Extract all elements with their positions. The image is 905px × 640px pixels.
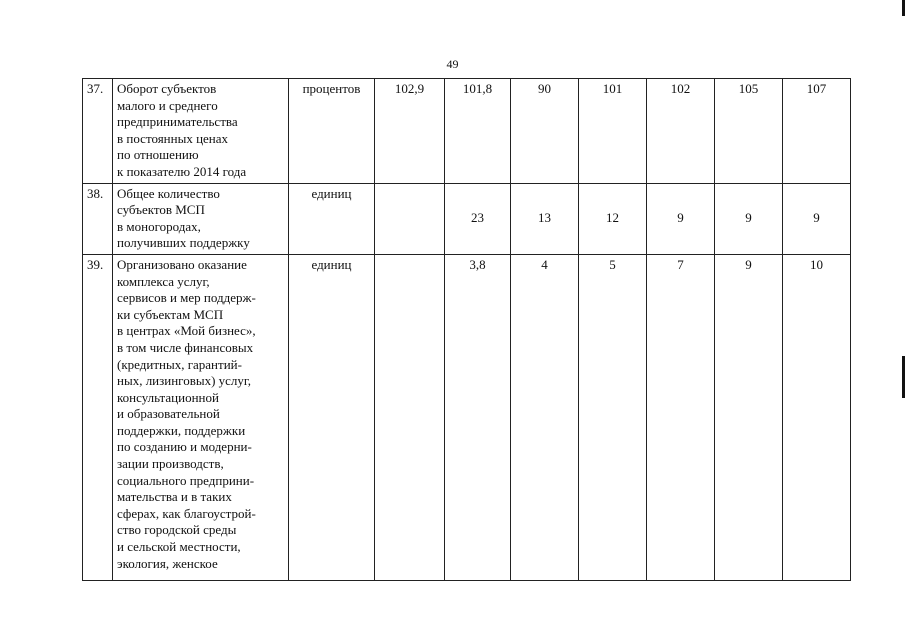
value-cell: 4 xyxy=(511,254,579,580)
row-number: 37. xyxy=(83,79,113,184)
value-cell: 107 xyxy=(783,79,851,184)
row-number: 38. xyxy=(83,183,113,254)
value-cell: 7 xyxy=(647,254,715,580)
value-cell: 90 xyxy=(511,79,579,184)
indicators-table xyxy=(82,78,851,581)
value-cell: 102 xyxy=(647,79,715,184)
unit-cell: единиц xyxy=(289,183,375,254)
value-cell: 9 xyxy=(715,254,783,580)
value-cell: 9 xyxy=(783,183,851,254)
value-cell: 3,8 xyxy=(445,254,511,580)
table-row xyxy=(83,254,851,580)
row-number: 39. xyxy=(83,254,113,580)
value-cell: 12 xyxy=(579,183,647,254)
value-cell: 102,9 xyxy=(375,79,445,184)
value-cell: 105 xyxy=(715,79,783,184)
unit-cell: процентов xyxy=(289,79,375,184)
value-cell: 5 xyxy=(579,254,647,580)
indicator-name: Организовано оказание комплекса услуг, сервисов и мер поддерж- ки субъектам МСП в центрах «Мой бизнес», в том числе финансовых (кредитных, гарантий- ных, лизинговых) услуг, консультационной и образовательной поддержки, поддержки по созданию и модерни- зации производств, социального предприни- мательства и в таких сферах, как благоустрой- ство городской среды и сельской местности, экология, женское xyxy=(113,254,289,580)
value-cell: 101,8 xyxy=(445,79,511,184)
indicator-name: Общее количество субъектов МСП в моногородах, получивших поддержку xyxy=(113,183,289,254)
value-cell xyxy=(375,183,445,254)
table-row xyxy=(83,79,851,184)
value-cell: 9 xyxy=(647,183,715,254)
value-cell xyxy=(375,254,445,580)
table-row xyxy=(83,183,851,254)
value-cell: 10 xyxy=(783,254,851,580)
indicator-name: Оборот субъектов малого и среднего предпринимательства в постоянных ценах по отношению к показателю 2014 года xyxy=(113,79,289,184)
page-number: 49 xyxy=(446,57,459,71)
value-cell: 101 xyxy=(579,79,647,184)
value-cell: 23 xyxy=(445,183,511,254)
value-cell: 13 xyxy=(511,183,579,254)
unit-cell: единиц xyxy=(289,254,375,580)
value-cell: 9 xyxy=(715,183,783,254)
